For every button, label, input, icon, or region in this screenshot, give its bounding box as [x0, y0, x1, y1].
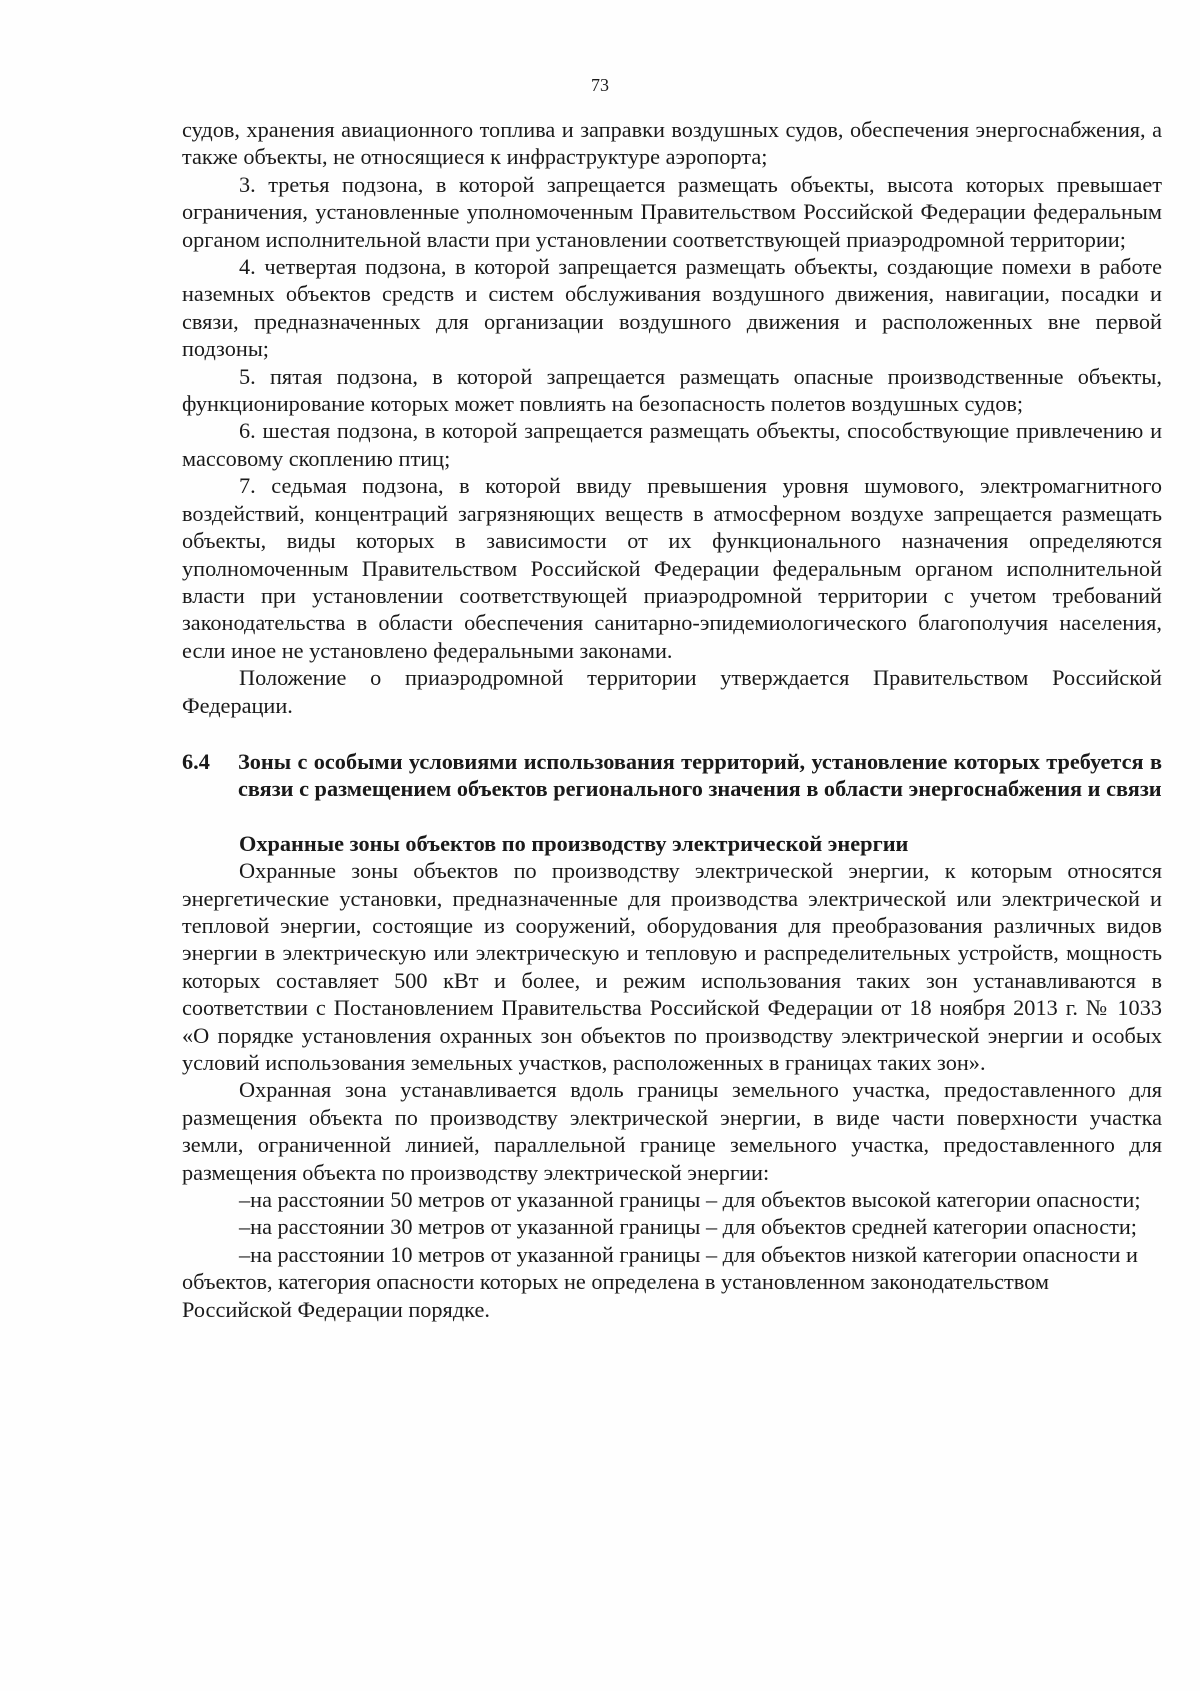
section-title: Зоны с особыми условиями использования территорий, установление которых требуется в связи с размещением объектов регионального значения в области энергоснабжения и связи	[238, 748, 1162, 802]
paragraph: 6. шестая подзона, в которой запрещается размещать объекты, способствующие привлечению и массовому скоплению птиц;	[182, 418, 1162, 471]
paragraph: Охранные зоны объектов по производству электрической энергии, к которым относятся энергетические установки, предназначенные для производства электрической или электрической и тепловой энергии, состоящие из сооружений, оборудования для преобразования различных видов энергии в электрическую или электрическую и тепловую и распределительных устройств, мощность которых составляет 500 кВт и более, и режим использования таких зон устанавливаются в соответствии с Постановлением Правительства Российской Федерации от 18 ноября 2013 г. № 1033 «О порядке установления охранных зон объектов по производству электрической энергии и особых условий использования земельных участков, расположенных в границах таких зон».	[182, 858, 1162, 1075]
paragraph: 3. третья подзона, в которой запрещается размещать объекты, высота которых превышает ограничения, установленные уполномоченным Правительством Российской Федерации федеральным органом исполнительной власти при установлении соответствующей приаэродромной территории;	[182, 171, 1162, 252]
list-item: –на расстоянии 30 метров от указанной границы – для объектов средней категории опасности;	[239, 1214, 1137, 1240]
list-item: –на расстоянии 50 метров от указанной границы – для объектов высокой категории опасности;	[239, 1187, 1141, 1213]
paragraph: Положение о приаэродромной территории утверждается Правительством Российской Федерации.	[182, 665, 1162, 718]
section-heading	[182, 748, 1162, 803]
section-number: 6.4	[182, 748, 210, 774]
paragraph: 4. четвертая подзона, в которой запрещается размещать объекты, создающие помехи в работе наземных объектов средств и систем обслуживания воздушного движения, навигации, посадки и связи, предназначенных для организации воздушного движения и расположенных вне первой подзоны;	[182, 254, 1162, 362]
document-body	[182, 116, 1162, 1323]
page-number: 73	[591, 75, 609, 95]
paragraph: 5. пятая подзона, в которой запрещается размещать опасные производственные объекты, функционирование которых может повлиять на безопасность полетов воздушных судов;	[182, 363, 1162, 417]
paragraph: 7. седьмая подзона, в которой ввиду превышения уровня шумового, электромагнитного воздействий, концентраций загрязняющих веществ в атмосферном воздухе запрещается размещать объекты, виды которых в зависимости от их функционального назначения определяются уполномоченным Правительством Российской Федерации федеральным органом исполнительной власти при установлении соответствующей приаэродромной территории с учетом требований законодательства в области обеспечения санитарно-эпидемиологического благополучия населения, если иное не установлено федеральными законами.	[182, 473, 1162, 663]
subheading: Охранные зоны объектов по производству электрической энергии	[239, 830, 909, 856]
paragraph: судов, хранения авиационного топлива и заправки воздушных судов, обеспечения энергоснабжения, а также объекты, не относящиеся к инфраструктуре аэропорта;	[182, 117, 1162, 170]
paragraph: Охранная зона устанавливается вдоль границы земельного участка, предоставленного для размещения объекта по производству электрической энергии, в виде части поверхности участка земли, ограниченной линией, параллельной границе земельного участка, предоставленного для размещения объекта по производству электрической энергии:	[182, 1077, 1162, 1185]
list-item: –на расстоянии 10 метров от указанной границы – для объектов низкой категории опасности и объектов, категория опасности которых не определена в установленном законодательством Российской Федерации порядке.	[182, 1241, 1138, 1322]
